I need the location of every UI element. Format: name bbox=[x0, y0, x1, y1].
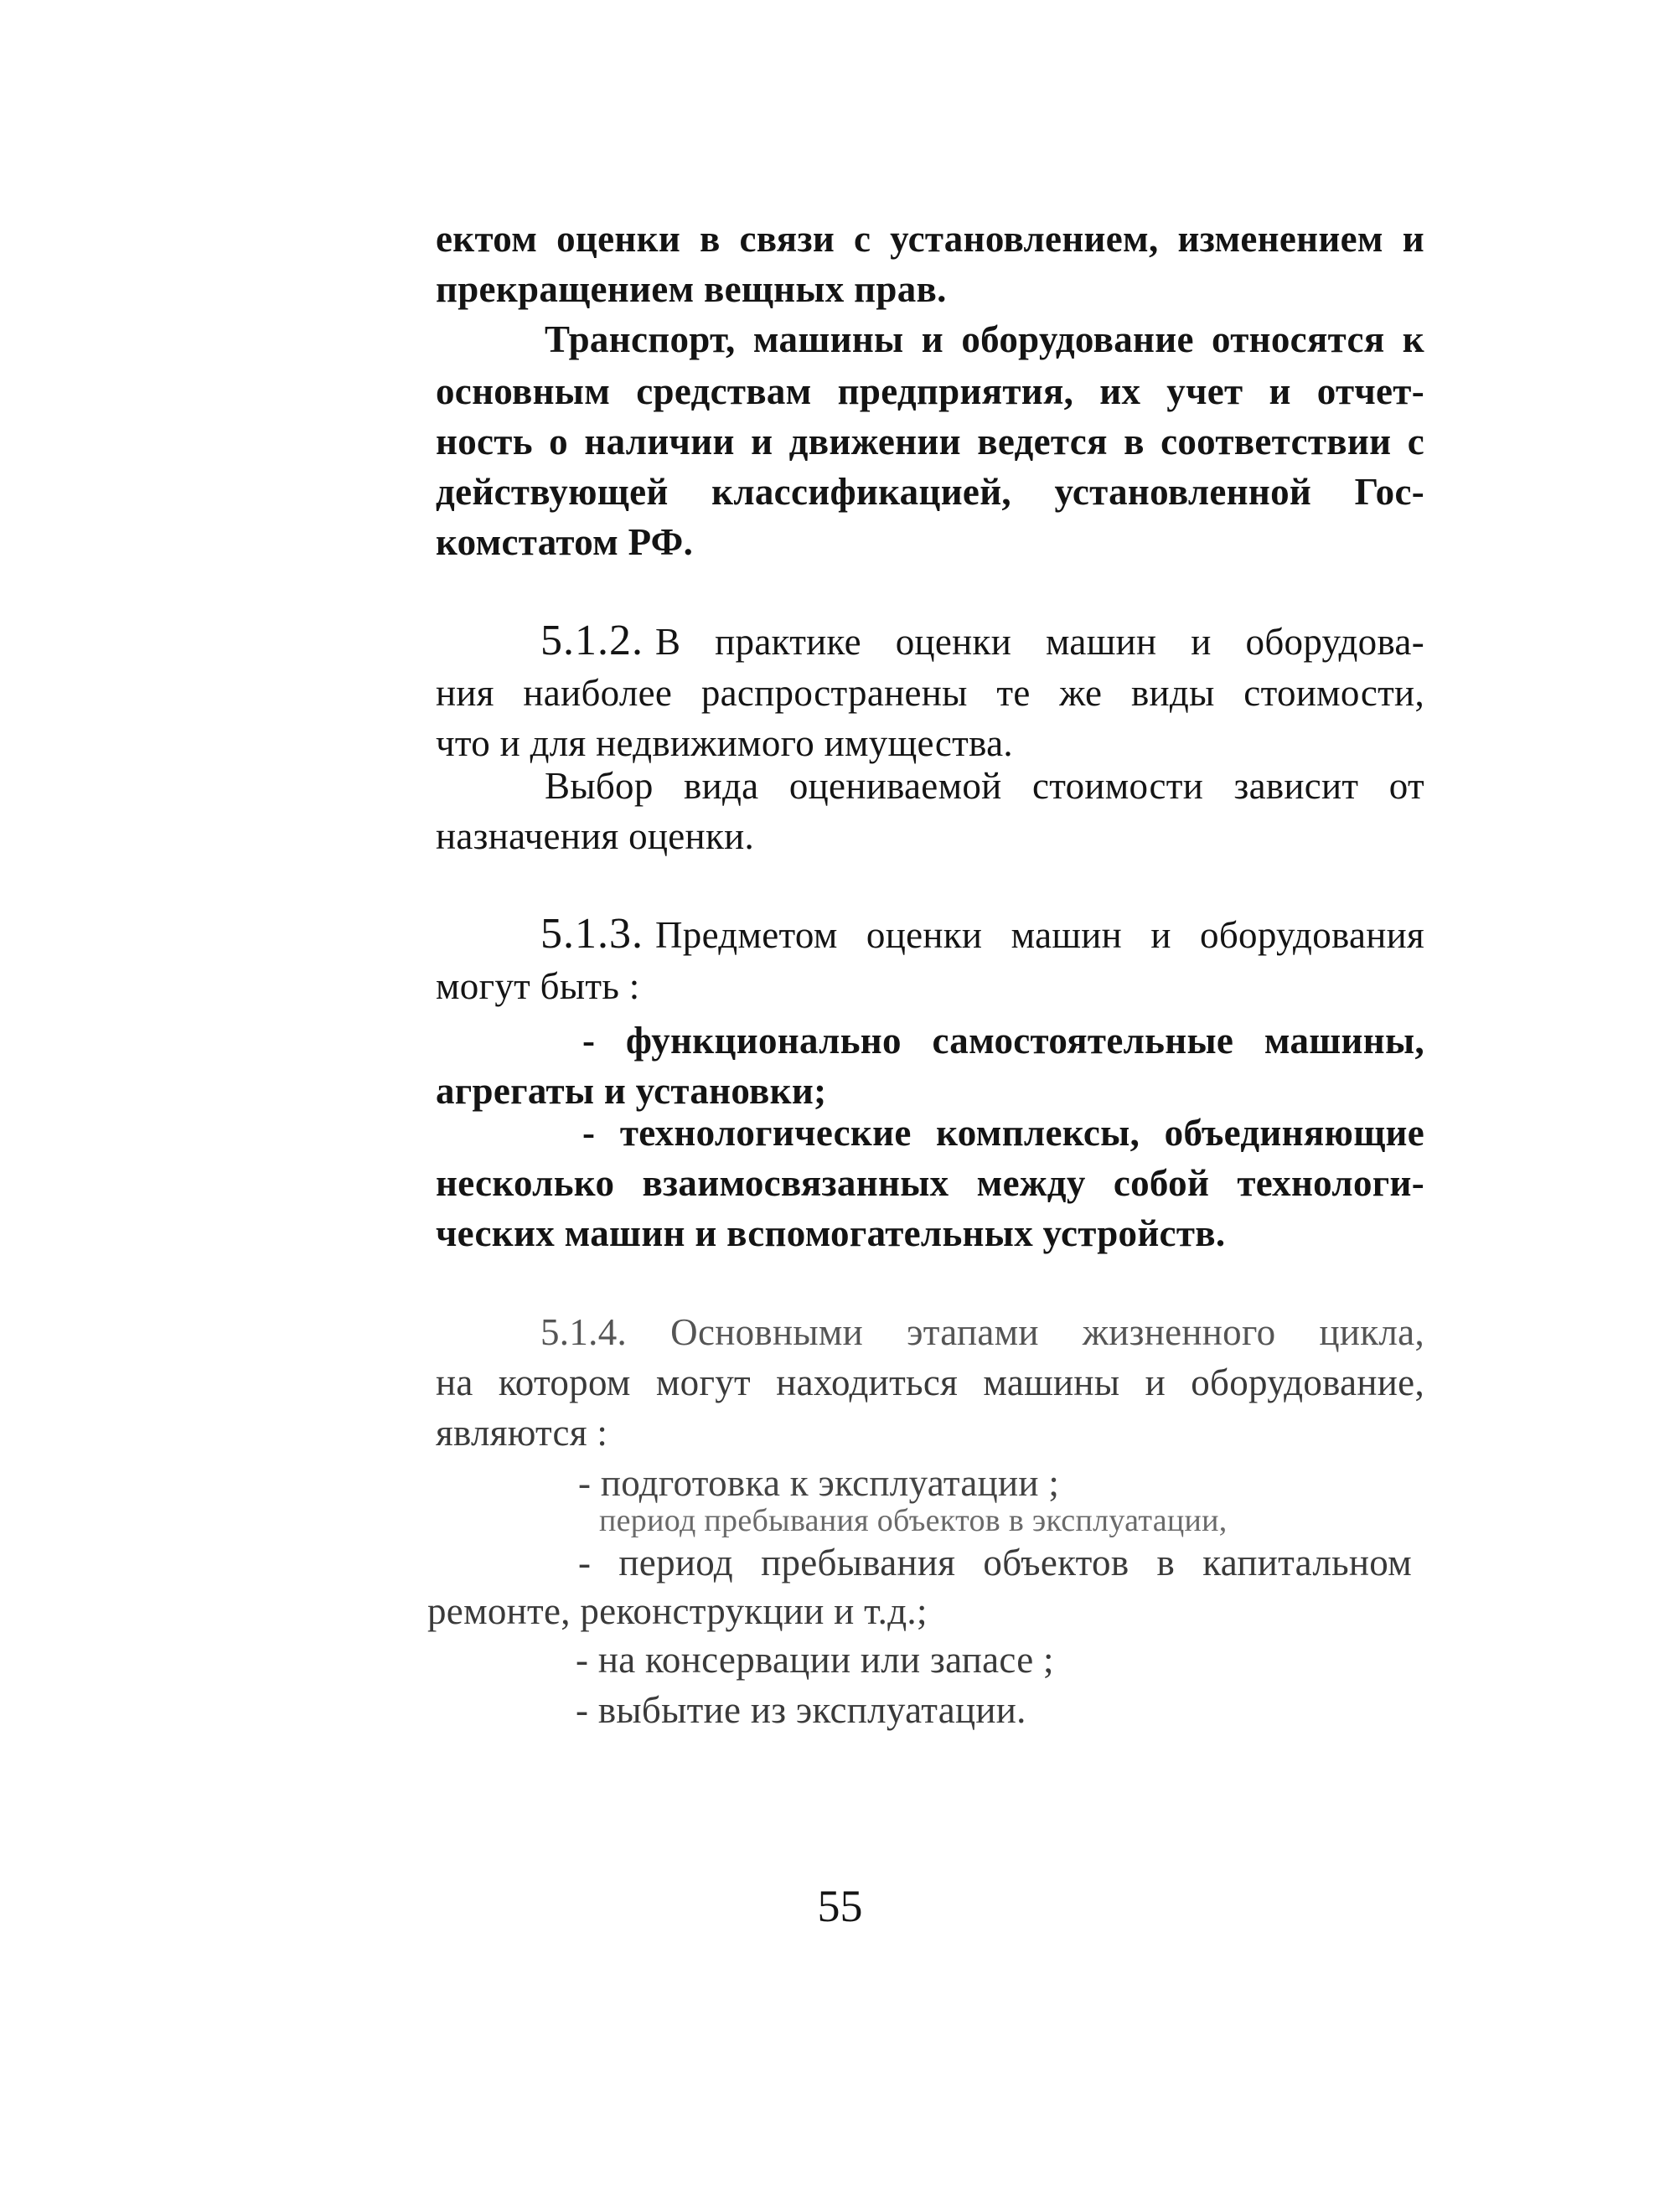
text-line: что и для недвижимого имущества. bbox=[436, 722, 1013, 764]
section-heading-line bbox=[540, 909, 1424, 960]
list-item: период пребывания объектов в эксплуатации, bbox=[599, 1503, 1228, 1538]
text-line: ность о наличии и движении ведется в соответствии с bbox=[436, 421, 1424, 462]
text-line: ческих машин и вспомогательных устройств. bbox=[436, 1212, 1226, 1254]
text-line: комстатом РФ. bbox=[436, 521, 694, 563]
list-item: - функционально самостоятельные машины, bbox=[582, 1020, 1424, 1062]
text-line: ния наиболее распространены те же виды стоимости, bbox=[436, 672, 1424, 714]
page-number: 55 bbox=[817, 1881, 863, 1931]
text-line: ектом оценки в связи с установлением, изменением и bbox=[436, 218, 1424, 260]
text-line: Предметом оценки машин и оборудования bbox=[655, 914, 1424, 956]
text-line: основным средствам предприятия, их учет и отчет- bbox=[436, 370, 1424, 412]
list-item: - период пребывания объектов в капитальном bbox=[578, 1542, 1412, 1583]
text-line: Выбор вида оцениваемой стоимости зависит от bbox=[545, 765, 1424, 807]
text-line: прекращением вещных прав. bbox=[436, 268, 947, 310]
section-number: 5.1.2. bbox=[540, 617, 644, 664]
text-line: 5.1.4. Основными этапами жизненного цикла, bbox=[540, 1311, 1424, 1353]
list-item: - технологические комплексы, объединяющие bbox=[582, 1112, 1424, 1154]
section-number: 5.1.3. bbox=[540, 910, 644, 958]
list-item: - на консервации или запасе ; bbox=[576, 1639, 1054, 1681]
text-line: ремонте, реконструкции и т.д.; bbox=[427, 1590, 928, 1632]
text-line: действующей классификацией, установленной Гос- bbox=[436, 471, 1424, 513]
text-line: агрегаты и установки; bbox=[436, 1070, 827, 1112]
list-item: - подготовка к эксплуатации ; bbox=[578, 1462, 1060, 1504]
text-line: являются : bbox=[436, 1412, 608, 1454]
list-item: - выбытие из эксплуатации. bbox=[576, 1689, 1026, 1731]
text-line: несколько взаимосвязанных между собой технологи- bbox=[436, 1162, 1424, 1204]
text-line: В практике оценки машин и оборудова- bbox=[655, 621, 1424, 663]
text-line: на котором могут находиться машины и оборудование, bbox=[436, 1361, 1424, 1403]
section-heading-line bbox=[540, 616, 1424, 667]
text-line: Транспорт, машины и оборудование относятся к bbox=[545, 318, 1424, 360]
text-line: могут быть : bbox=[436, 965, 640, 1007]
text-line: назначения оценки. bbox=[436, 815, 755, 857]
